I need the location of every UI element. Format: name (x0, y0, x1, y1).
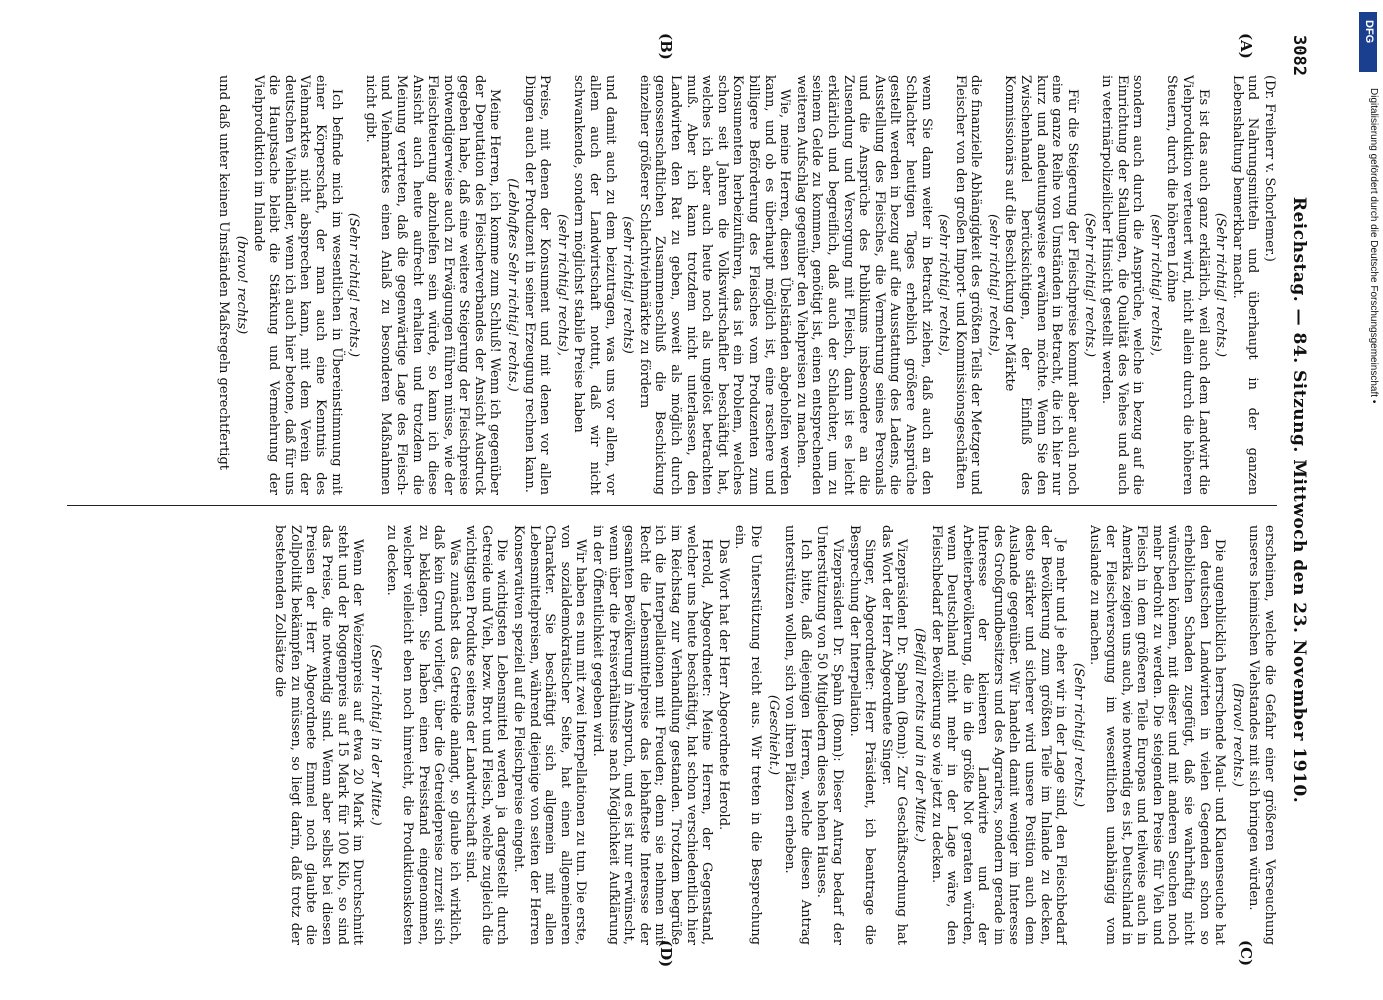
paragraph: (Dr. Freiherr v. Schorlemer.) (1262, 75, 1277, 262)
page-number: 3082 (1289, 35, 1309, 76)
paragraph: Die augenblicklich herrschende Maul- und Klauenseuche hat den deutschen Landwirten in vielen Gegenden schon so erheblichen Schaden zugefügt, daß sie wahrhaftig nicht wünschen können, mit dieser und mit anderen Seuchen noch mehr bedroht zu werden. Die steigenden Preise für Vieh und Fleisch in dem größeren Teile Europas und teilweise auch in Amerika zeigen uns auch, wie notwendig es ist, Deutschland in der Fleischversorgung im wesentlichen unabhängig vom Auslande zu machen. (1087, 525, 1228, 945)
paragraph: Was zunächst das Getreide anlangt, so glaube ich wirklich, daß kein Grund vorliegt, über die Getreidepreise zurzeit sich zu beklagen. Sie haben einen Preisstand eingenommen, welcher vielleicht eben noch hinreicht, die Produktionskosten zu decken. (384, 525, 462, 945)
interjection: (Sehr richtig! rechts.) (1213, 212, 1229, 358)
interjection: (Beifall rechts und in der Mitte.) (911, 627, 927, 843)
paragraph: und Nahrungsmitteln und überhaupt in der ganzen Lebenshaltung bemerkbar macht. (1229, 75, 1261, 495)
margin-letter-c: (C) (1237, 940, 1255, 967)
interjection: (Sehr richtig! rechts.) (346, 212, 362, 358)
dfg-logo (1359, 12, 1377, 72)
credit-text: Digitalisierung gefördert durch die Deutsche Forschungsgemeinschaft • (1368, 88, 1379, 404)
paragraph: und daß unter keinen Umständen Maßregeln gerechtfertigt (216, 75, 232, 470)
interjection: (sehr richtig! rechts), (1147, 214, 1163, 356)
page-header (1281, 25, 1315, 975)
interjection: (Geschieht.) (765, 694, 781, 776)
paragraph: Die wichtigsten Lebensmittel werden ja dargestellt durch Getreide und Vieh, bezw. Brot und Fleisch, welche zugleich die wichtigsten Produkte seitens der Landwirtschaft sind. (463, 525, 510, 945)
paragraph: sondern auch durch die Ansprüche, welche in bezug auf die Einrichtung der Stallungen, die Qualität des Viehes und auch in veterinärpolizeilicher Hinsicht gestellt werden. (1099, 75, 1146, 495)
interjection: (Sehr richtig! rechts.) (1070, 662, 1086, 808)
interjection: (Bravo! rechts.) (1229, 683, 1245, 787)
paragraph: wenn Sie dann weiter in Betracht ziehen, daß auch an den Schlachter heutigen Tages erheblich größere Ansprüche gestellt werden in bezug auf die Ausstattung des Ladens, die Ausstellung des Fleisches, die Vermehrung seines Personals und die Ansprüche des Publikums insbesondere an die Zusendung und Versorgung mit Fleisch, dann ist es leicht erklärlich und begreiflich, daß auch der Schlachter, um zu seinem Gelde zu kommen, genötigt ist, einen entsprechenden weiteren Aufschlag gegenüber den Viehpreisen zu machen. (793, 75, 934, 495)
paragraph: Vizepräsident Dr. Spahn (Bonn): Zur Geschäftsordnung hat das Wort der Herr Abgeordnete Singer. (878, 525, 910, 945)
paragraph: Preise, mit denen der Konsument und mit denen vor allen Dingen auch der Produzent in seiner Erzeugung rechnen kann. (521, 75, 553, 495)
margin-letter-a: (A) (1237, 33, 1255, 59)
paragraph: Wie, meine Herren, diesen Übelständen abgeholfen werden kann, und ob es überhaupt möglich ist, eine raschere und billigere Beförderung des Fleisches vom Produzenten zum Konsumenten herbeizuführen, das ist ein Problem, welches schon seit Jahren die Volkswirtschaftler beschäftigt hat, welches ich aber auch heute noch als ungelöst betrachten muß. Aber ich kann trotzdem nicht unterlassen, den Landwirten den Rat zu geben, soweit als möglich durch genossenschaftlichen Zusammenschluß die Beschickung einzelner größerer Schlachtviehmärkte zu fördern (636, 75, 793, 495)
margin-letter-b: (B) (657, 33, 675, 60)
paragraph: Ich befinde mich im wesentlichen in Übereinstimmung mit einer Körperschaft, der man auch eine Kenntnis des Viehmarktes nicht absprechen kann, mit dem Verein der deutschen Viehhändler, wenn ich auch hier betone, daß für uns die Hauptsache bleibt die Stärkung und Vermehrung der Viehproduktion im Inlande (250, 75, 344, 495)
right-text-column (67, 525, 1277, 945)
paragraph: Wenn der Weizenpreis auf etwa 20 Mark im Durchschnitt steht und der Roggenpreis auf 15 Mark für 100 Kilo, so sind das Preise, die notwendig sind. Wenn aber selbst bei diesen Preisen der Herr Abgeordnete Emmel noch glaubte die Zollpolitik bekämpfen zu müssen, so liegt darin, daß trotz der bestehenden Zollsätze die (272, 525, 366, 945)
interjection: (bravo! rechts) (234, 235, 249, 335)
paragraph: Das Wort hat der Herr Abgeordnete Herold. (715, 539, 731, 831)
left-text-column (67, 75, 1277, 495)
paragraph: erscheinen, welche die Gefahr einer größeren Verseuchung unseres heimischen Viehstandes mit sich bringen würden. (1246, 525, 1277, 945)
running-title: Reichstag. — 84. Sitzung. Mittwoch den 23. November 1910. (1289, 196, 1309, 804)
paragraph: Wir haben es nun mit zwei Interpellationen zu tun. Die erste, von sozialdemokratischer Seite, hat einen allgemeineren Charakter. Sie beschäftigt sich allgemein mit allen Lebensmittelpreisen, während diejenige von seiten der Herren Konservativen speziell auf die Fleischpreise eingeht. (511, 525, 589, 945)
interjection: (Lebhaftes Sehr richtig! rechts.) (505, 178, 521, 392)
interjection: (sehr richtig! rechts), (936, 214, 952, 356)
paragraph: die finanzielle Abhängigkeit des größten Teils der Metzger und Fleischer von den großen Import- und Kommissionsgeschäften (952, 75, 984, 495)
paragraph: Für die Steigerung der Fleischpreise kommt aber auch noch eine ganze Reihe von Umständen in Betracht, die ich hier nur kurz und andeutungsweise erwähnen möchte. Wenn Sie den Zwischenhandel berücksichtigen, der Einfluß des Kommissionärs auf die Beschickung der Märkte (1002, 75, 1080, 495)
margin-letter-d: (D) (657, 940, 675, 968)
interjection: (sehr richtig! rechts), (985, 214, 1001, 356)
digitization-credit (1357, 10, 1381, 990)
paragraph: Die Unterstützung reicht aus. Wir treten in die Besprechung ein. (732, 525, 763, 945)
interjection: (Sehr richtig! rechts.) (1082, 212, 1098, 358)
paragraph: Singer, Abgeordneter: Herr Präsident, ich beantrage die Besprechung der Interpellation. (846, 525, 878, 945)
column-divider (67, 505, 1277, 506)
interjection: (sehr richtig! rechts) (620, 216, 636, 354)
paragraph: Es ist das auch ganz erklärlich, weil auch dem Landwirt die Viehproduktion verteuert wird, nicht allein durch die höheren Steuern, durch die höheren Löhne (1164, 75, 1211, 495)
paragraph: Herold, Abgeordneter: Meine Herren, der Gegenstand, welcher uns heute beschäftigt, hat schon verschiedentlich hier im Reichstag zur Verhandlung gestanden. Trotzdem begrüße ich die Interpellationen mit Freuden; denn sie nehmen mit Recht die Lebensmittelpreise das lebhafteste Interesse der gesamten Bevölkerung in Anspruch, und es ist nur erwünscht, wenn über die Preisverhältnisse nach Möglichkeit Aufklärung in der Öffentlichkeit gegeben wird. (590, 525, 715, 945)
paragraph: und damit auch zu dem beizutragen, was uns vor allem, vor allem auch der Landwirtschaft nottut, daß wir nicht schwankende, sondern möglichst stabile Preise haben (571, 75, 618, 495)
paragraph: Meine Herren, ich komme zum Schluß! Wenn ich gegenüber der Deputation des Fleischerverbandes der Ansicht Ausdruck gegeben habe, daß eine weitere Steigerung der Fleischpreise notwendigerweise auch zu Erwägungen führen müsse, wie der Fleischteuerung abzuhelfen sein würde, so kann ich diese Ansicht auch heute aufrecht erhalten und trotzdem die Meinung vertreten, daß die gegenwärtige Lage des Fleisch- und Viehmarktes einen Anlaß zu besonderen Maßnahmen nicht gibt. (362, 75, 503, 495)
dfg-logo-text: DFG (1363, 20, 1375, 44)
rotated-document-page (45, 25, 1315, 975)
interjection: (Sehr richtig! in der Mitte.) (367, 644, 383, 826)
paragraph: Je mehr und je eher wir in der Lage sind, den Fleischbedarf der Bevölkerung zum größten Teile im Inlande zu decken, desto stärker und sicherer wird unsere Position auch dem Auslande gegenüber. Wir handeln damit weniger im Interesse des Großgrundbesitzers und des Agrariers, sondern gerade im Interesse der kleineren Landwirte und der Arbeiterbevölkerung, die in die größte Not geraten würden, wenn Deutschland nicht mehr in der Lage wäre, den Fleischbedarf der Bevölkerung so wie jetzt zu decken. (928, 525, 1069, 945)
paragraph: Ich bitte, daß diejenigen Herren, welche diesen Antrag unterstützen wollen, sich von ihren Plätzen erheben. (782, 525, 813, 945)
interjection: (sehr richtig! rechts), (554, 214, 570, 356)
paragraph: Vizepräsident Dr. Spahn (Bonn): Dieser Antrag bedarf der Unterstützung von 50 Mitgliedern dieses hohen Hauses. (814, 525, 845, 945)
